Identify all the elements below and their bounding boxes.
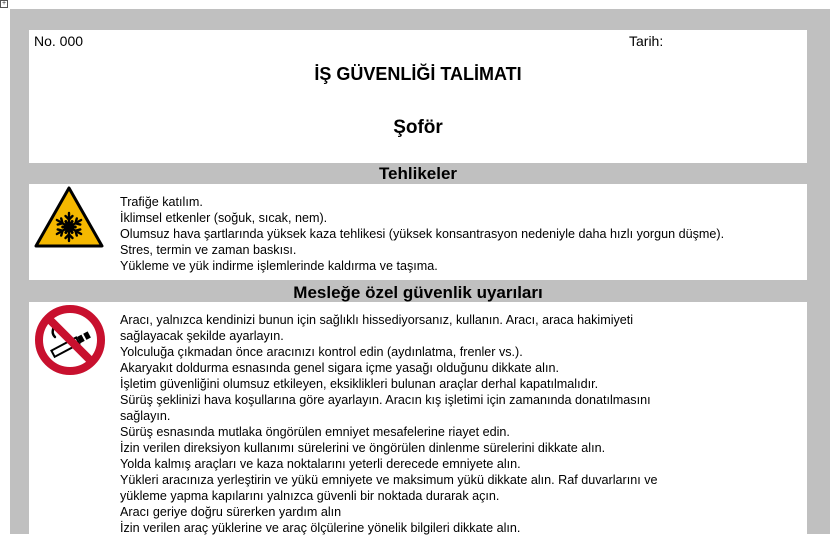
hazard-item: Yükleme ve yük indirme işlemlerinde kaldırma ve taşıma. — [120, 259, 438, 273]
no-smoking-icon — [33, 303, 107, 377]
hazards-heading: Tehlikeler — [378, 164, 458, 183]
safety-warnings-heading: Mesleğe özel güvenlik uyarıları — [293, 283, 543, 302]
warning-line: Sürüş esnasında mutlaka öngörülen emniyet mesafelerine riayet edin. — [120, 425, 510, 439]
warning-line: Yükleri aracınıza yerleştirin ve yükü emniyete ve maksimum yükü dikkate alın. Raf duvarlarını ve — [120, 473, 658, 487]
warning-line: Akaryakıt doldurma esnasında genel sigara içme yasağı olduğunu dikkate alın. — [120, 361, 559, 375]
date-label: Tarih: — [629, 33, 664, 49]
hazard-item: İklimsel etkenler (soğuk, sıcak, nem). — [120, 211, 328, 225]
warning-line: Yolda kalmış araçları ve kaza noktalarını yeterli derecede emniyete alın. — [120, 457, 521, 471]
warning-line: sağlayacak şekilde ayarlayın. — [120, 329, 284, 343]
warning-line: sağlayın. — [120, 409, 171, 423]
safety-warnings-panel — [29, 302, 807, 534]
hazard-item: Trafiğe katılım. — [120, 195, 203, 209]
hazards-list — [120, 194, 724, 274]
hazards-panel — [29, 184, 807, 280]
document-number: No. 000 — [34, 33, 84, 49]
warning-line: yükleme yapma kapılarını yalnızca güvenli bir noktada durarak açın. — [120, 489, 500, 503]
hazard-item: Stres, termin ve zaman baskısı. — [120, 243, 297, 257]
warning-line: İzin verilen direksiyon kullanımı sürelerini ve öngörülen dinlenme sürelerini dikkate alın. — [120, 441, 606, 455]
warning-line: İzin verilen araç yüklerine ve araç ölçülerine yönelik bilgileri dikkate alın. — [120, 521, 521, 535]
job-title: Şoför — [393, 117, 443, 138]
warning-line: İşletim güvenliğini olumsuz etkileyen, eksiklikleri bulunan araçlar derhal kapatılmalıdır. — [120, 377, 599, 391]
hazard-item: Olumsuz hava şartlarında yüksek kaza tehlikesi (yüksek konsantrasyon nedeniyle daha hızlı yorgun düşme). — [120, 227, 725, 241]
corner-mark[interactable]: + — [1, 0, 7, 7]
warning-line: Yolculuğa çıkmadan önce aracınızı kontrol edin (aydınlatma, frenler vs.). — [120, 345, 523, 359]
warning-line: Sürüş şeklinizi hava koşullarına göre ayarlayın. Aracın kış işletimi için zamanında donatılmasını — [120, 393, 651, 407]
header-panel — [29, 30, 807, 163]
low-temperature-warning-icon — [33, 185, 105, 249]
document-sheet — [10, 9, 830, 534]
warning-line: Aracı, yalnızca kendinizi bunun için sağlıklı hissediyorsanız, kullanın. Aracı, araca hakimiyeti — [120, 313, 634, 327]
warning-line: Aracı geriye doğru sürerken yardım alın — [120, 505, 342, 519]
page-title: İŞ GÜVENLİĞİ TALİMATI — [314, 64, 522, 84]
safety-warnings-list — [120, 312, 658, 536]
